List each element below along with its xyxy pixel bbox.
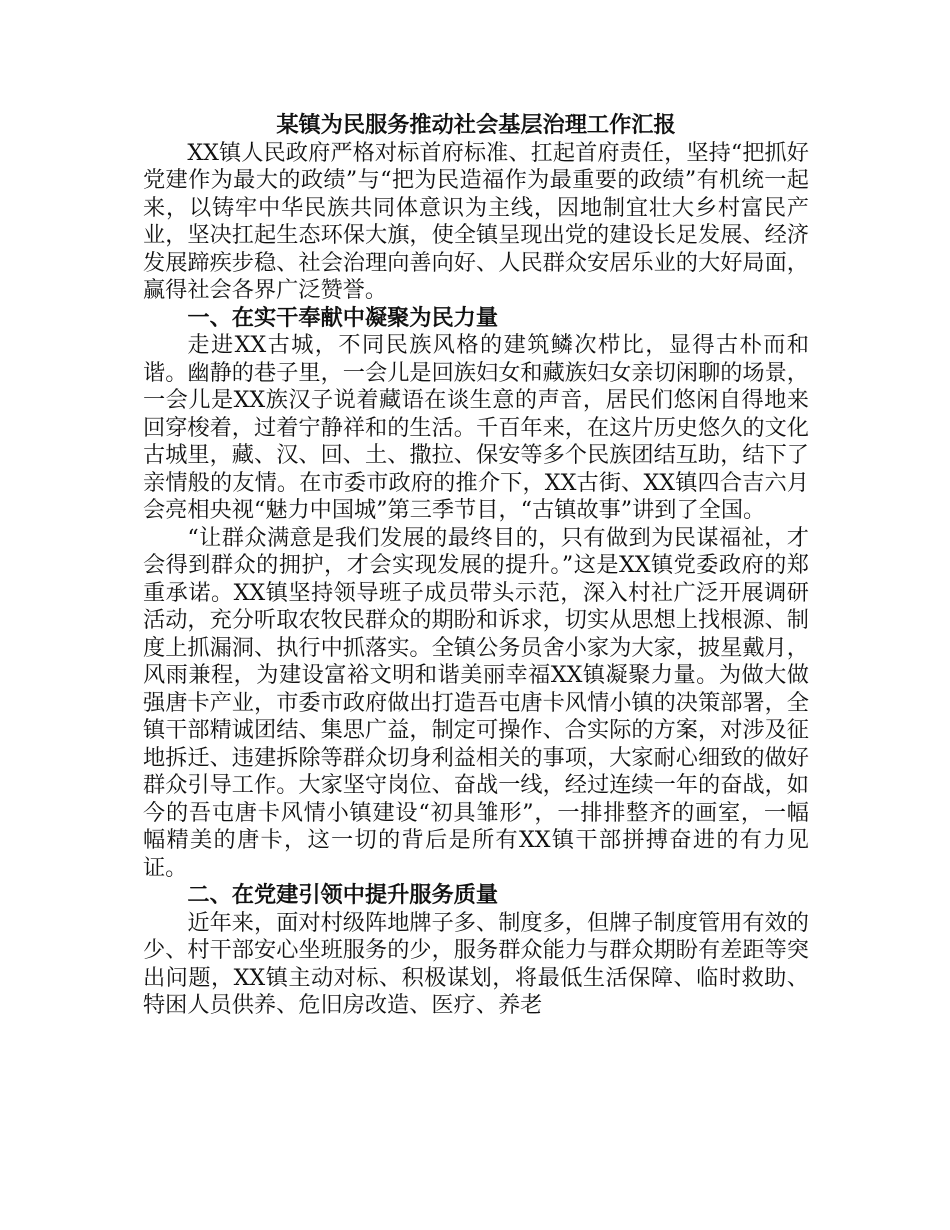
section-heading-2: 二、在党建引领中提升服务质量 bbox=[187, 882, 499, 908]
intro-paragraph: XX镇人民政府严格对标首府标准、扛起首府责任，坚持“把抓好党建作为最大的政绩”与“把为民造福作为最重要的政绩”有机统一起来，以铸牢中华民族共同体意识为主线，因地制宜壮大乡村富民产业，坚决扛起生态环保大旗，使全镇呈现出党的建设长足发展、经济发展蹄疾步稳、社会治理向善向好、人民群众安居乐业的大好局面，赢得社会各界广泛赞誉。 bbox=[143, 139, 809, 303]
section1-paragraph-2: “让群众满意是我们发展的最终目的，只有做到为民谋福祉，才会得到群众的拥护，才会实现发展的提升。”这是XX镇党委政府的郑重承诺。XX镇坚持领导班子成员带头示范，深入村社广泛开展调研活动，充分听取农牧民群众的期盼和诉求，切实从思想上找根源、制度上抓漏洞、执行中抓落实。全镇公务员舍小家为大家，披星戴月，风雨兼程，为建设富裕文明和谐美丽幸福XX镇凝聚力量。为做大做强唐卡产业，市委市政府做出打造吾屯唐卡风情小镇的决策部署，全镇干部精诚团结、集思广益，制定可操作、合实际的方案，对涉及征地拆迁、违建拆除等群众切身利益相关的事项，大家耐心细致的做好群众引导工作。大家坚守岗位、奋战一线，经过连续一年的奋战，如今的吾屯唐卡风情小镇建设“初具雏形”，一排排整齐的画室，一幅幅精美的唐卡，这一切的背后是所有XX镇干部拼搏奋进的有力见证。 bbox=[143, 524, 809, 881]
document-body bbox=[143, 112, 809, 1020]
section-heading-1: 一、在实干奉献中凝聚为民力量 bbox=[187, 304, 499, 331]
section1-paragraph-1: 走进XX古城，不同民族风格的建筑鳞次栉比，显得古朴而和谐。幽静的巷子里，一会儿是回族妇女和藏族妇女亲切闲聊的场景，一会儿是XX族汉子说着藏语在谈生意的声音，居民们悠闲自得地来回穿梭着，过着宁静祥和的生活。千百年来，在这片历史悠久的文化古城里，藏、汉、回、土、撒拉、保安等多个民族团结互助，结下了亲情般的友情。在市委市政府的推介下，XX古街、XX镇四合吉六月会亮相央视“魅力中国城”第三季节目，“古镇故事”讲到了全国。 bbox=[143, 332, 809, 523]
document-title: 某镇为民服务推动社会基层治理工作汇报 bbox=[276, 112, 676, 138]
section2-paragraph-1: 近年来，面对村级阵地牌子多、制度多，但牌子制度管用有效的少、村干部安心坐班服务的少，服务群众能力与群众期盼有差距等突出问题，XX镇主动对标、积极谋划，将最低生活保障、临时救助、特困人员供养、危旧房改造、医疗、养老 bbox=[143, 909, 809, 1018]
